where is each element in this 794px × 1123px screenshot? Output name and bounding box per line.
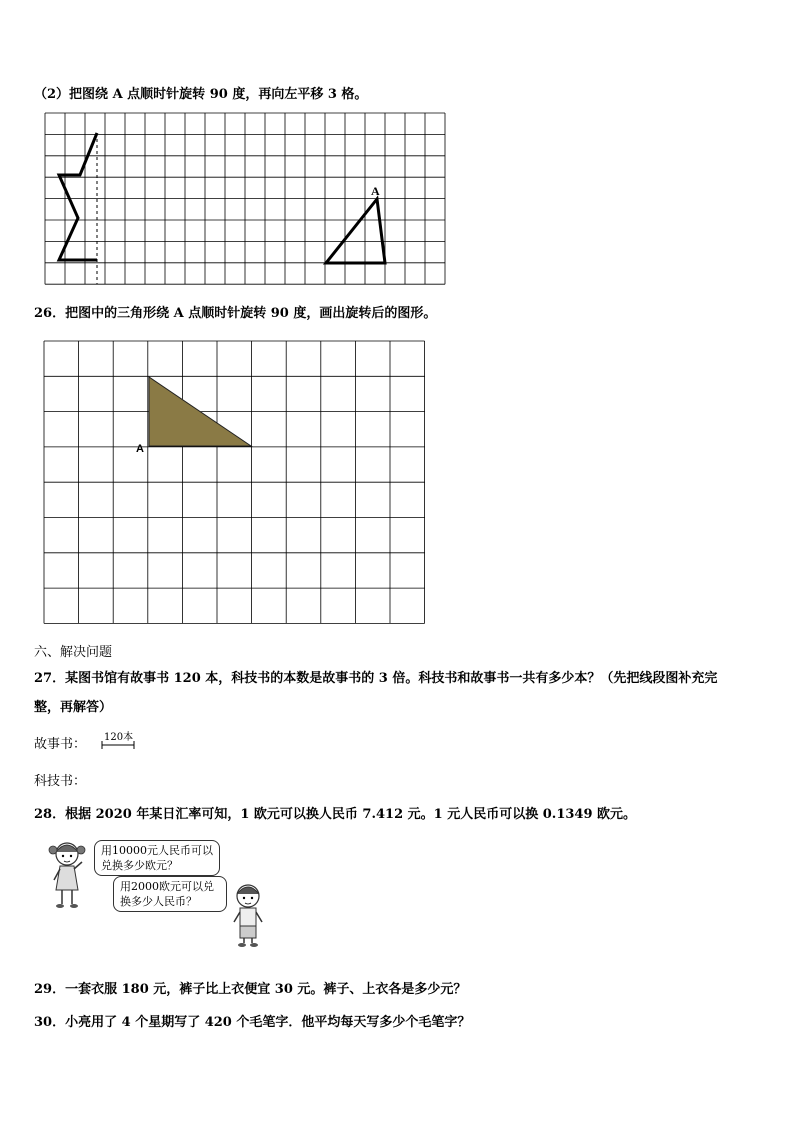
speech-bubble-2: 用2000欧元可以兑换多少人民币？ bbox=[113, 876, 227, 912]
tech-books-label: 科技书： bbox=[34, 774, 87, 789]
q25-part2-text: （2）把图绕 A 点顺时针旋转 90 度，再向左平移 3 格。 bbox=[34, 87, 368, 102]
q28-text: 28．根据 2020 年某日汇率可知，1 欧元可以换人民币 7.412 元。1 元人民币可以换 0.1349 欧元。 bbox=[34, 807, 637, 822]
speech-bubble-1: 用10000元人民币可以兑换多少欧元？ bbox=[94, 840, 220, 876]
q29-text: 29．一套衣服 180 元，裤子比上衣便宜 30 元。裤子、上衣各是多少元？ bbox=[34, 982, 467, 997]
section-6-title: 六、解决问题 bbox=[34, 645, 113, 660]
q27-line1: 27．某图书馆有故事书 120 本，科技书的本数是故事书的 3 倍。科技书和故事书一共有多少本？（先把线段图补充完 bbox=[34, 671, 718, 686]
story-books-label: 故事书： bbox=[34, 737, 87, 752]
point-a-label-1: A bbox=[371, 184, 380, 198]
point-a-label-2: A bbox=[136, 443, 144, 455]
q27-line2: 整，再解答） bbox=[34, 700, 113, 715]
q30-text: 30．小亮用了 4 个星期写了 420 个毛笔字．他平均每天写多少个毛笔字？ bbox=[34, 1015, 471, 1030]
story-books-segment bbox=[100, 740, 140, 750]
boy-cartoon bbox=[228, 882, 268, 948]
q26-text: 26．把图中的三角形绕 A 点顺时针旋转 90 度，画出旋转后的图形。 bbox=[34, 306, 437, 321]
girl-cartoon bbox=[45, 838, 90, 913]
segment-value-label: 120本 bbox=[104, 732, 134, 743]
